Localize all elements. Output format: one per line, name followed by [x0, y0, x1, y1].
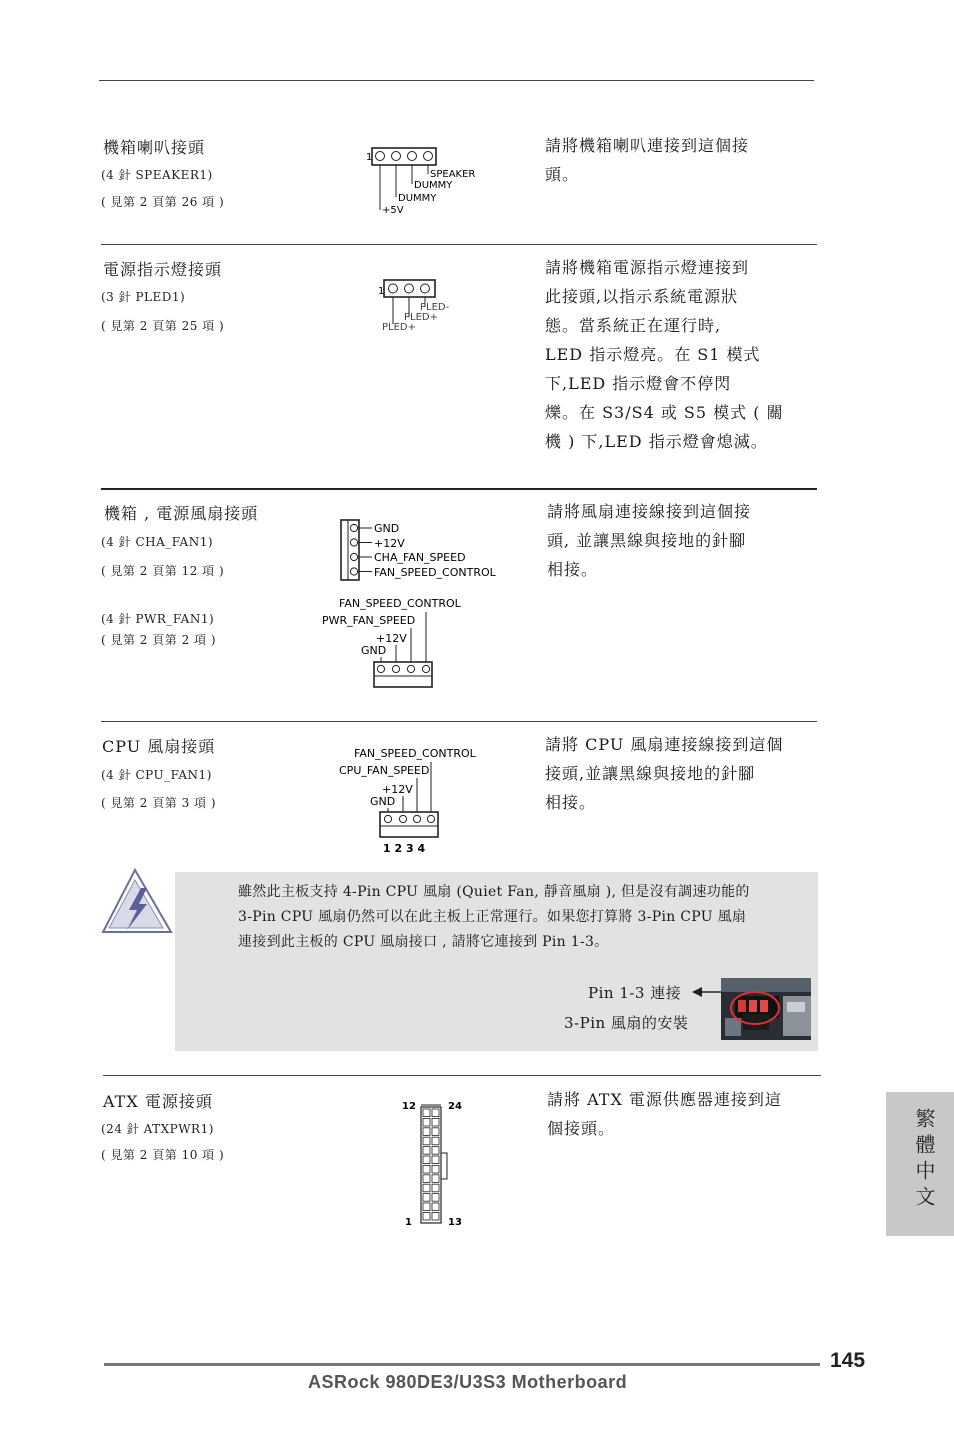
fan-connector-photo [721, 978, 811, 1040]
atx-title: ATX 電源接頭 [103, 1092, 213, 1111]
atx-desc [547, 1085, 782, 1143]
divider [101, 488, 817, 490]
power-led-page-ref: ( 見第 2 頁第 25 項 ) [101, 319, 225, 333]
speaker-desc-line: 頭。 [545, 165, 580, 184]
atx-desc-line: 請將 ATX 電源供應器連接到這 [547, 1090, 782, 1109]
top-rule [99, 80, 814, 81]
speaker-pin1-label: 1 [366, 152, 373, 163]
cpu-fan-label-control: FAN_SPEED_CONTROL [354, 747, 476, 760]
power-led-desc-line: 機 ) 下,LED 指示燈會熄滅。 [545, 432, 768, 451]
warning-triangle-icon [101, 866, 175, 938]
cpu-fan-title: CPU 風扇接頭 [102, 737, 216, 756]
pwr-fan-page-ref: ( 見第 2 頁第 2 項 ) [101, 633, 217, 647]
page-number: 145 [830, 1349, 866, 1372]
cha-fan-pins: (4 針 CHA_FAN1) [101, 535, 214, 549]
pwr-fan-pins: (4 針 PWR_FAN1) [101, 612, 215, 626]
power-led-pin1-label: 1 [378, 286, 385, 297]
pwr-fan-label-speed: PWR_FAN_SPEED [322, 614, 416, 627]
cpu-fan-label-12v: +12V [382, 783, 413, 796]
atx-label-24: 24 [448, 1101, 462, 1112]
divider [101, 721, 817, 722]
speaker-page-ref: ( 見第 2 頁第 26 項 ) [101, 195, 225, 209]
warning-line: 3-Pin CPU 風扇仍然可以在此主板上正常運行。如果您打算將 3-Pin CPU 風扇 [238, 909, 747, 925]
cha-fan-label-12v: +12V [374, 537, 405, 550]
pwr-fan-label-control: FAN_SPEED_CONTROL [339, 597, 461, 610]
footer-title: ASRock 980DE3/U3S3 Motherboard [308, 1372, 628, 1392]
speaker-desc [545, 131, 749, 189]
speaker-label-dummy1: DUMMY [414, 180, 453, 191]
speaker-pins: (4 針 SPEAKER1) [101, 168, 213, 182]
power-led-header-diagram [376, 278, 466, 334]
side-tab-label: 繁體中文 [912, 1108, 936, 1212]
power-led-desc-line: LED 指示燈亮。在 S1 模式 [545, 345, 761, 364]
power-led-desc-line: 態。當系統正在運行時, [545, 316, 722, 335]
cha-fan-label-control: FAN_SPEED_CONTROL [374, 566, 496, 579]
atx-label-13: 13 [448, 1217, 462, 1228]
cha-fan-label-gnd: GND [374, 522, 400, 535]
cpu-fan-pin-numbers: 1 2 3 4 [383, 842, 426, 855]
power-led-label-plus: PLED+ [404, 312, 438, 323]
pwr-fan-header-diagram [318, 596, 468, 690]
fan-desc [547, 497, 751, 584]
power-led-label-minus: PLED- [420, 302, 450, 313]
cpu-fan-label-speed: CPU_FAN_SPEED [339, 764, 430, 777]
power-led-pins: (3 針 PLED1) [101, 290, 186, 304]
speaker-header-diagram [364, 144, 484, 218]
atx-label-12: 12 [402, 1101, 416, 1112]
divider [103, 1075, 821, 1076]
atx-header-diagram [398, 1095, 468, 1231]
cpu-fan-header-diagram [336, 744, 476, 856]
footer-rule [104, 1363, 820, 1366]
power-led-desc-line: 下,LED 指示燈會不停閃 [545, 374, 732, 393]
cpu-fan-desc-line: 相接。 [545, 793, 597, 812]
speaker-desc-line: 請將機箱喇叭連接到這個接 [545, 136, 750, 155]
atx-desc-line: 個接頭。 [547, 1119, 616, 1138]
cpu-fan-desc [545, 730, 783, 817]
power-led-title: 電源指示燈接頭 [103, 260, 223, 279]
warning-text [238, 880, 818, 955]
warning-caption-2: 3-Pin 風扇的安裝 [564, 1014, 689, 1032]
pwr-fan-label-12v: +12V [376, 632, 407, 645]
warning-line: 連接到此主板的 CPU 風扇接口 , 請將它連接到 Pin 1-3。 [238, 934, 609, 950]
cpu-fan-pins: (4 針 CPU_FAN1) [101, 768, 212, 782]
cpu-fan-desc-line: 接頭,並讓黑線與接地的針腳 [545, 764, 756, 783]
cpu-fan-page-ref: ( 見第 2 頁第 3 項 ) [101, 796, 217, 810]
power-led-label-plus2: PLED+ [382, 322, 416, 333]
speaker-label-5v: +5V [382, 205, 404, 216]
power-led-desc-line: 此接頭,以指示系統電源狀 [545, 287, 739, 306]
cpu-fan-label-gnd: GND [370, 795, 396, 808]
speaker-title: 機箱喇叭接頭 [103, 138, 206, 157]
divider [101, 244, 817, 245]
fan-desc-line: 請將風扇連接線接到這個接 [547, 502, 752, 521]
pwr-fan-label-gnd: GND [361, 644, 387, 657]
fan-desc-line: 相接。 [547, 560, 599, 579]
cha-fan-label-speed: CHA_FAN_SPEED [374, 551, 466, 564]
atx-pins: (24 針 ATXPWR1) [101, 1122, 214, 1136]
arrow-left-icon [692, 985, 722, 999]
warning-caption-1: Pin 1-3 連接 [588, 984, 682, 1002]
cpu-fan-desc-line: 請將 CPU 風扇連接線接到這個 [545, 735, 784, 754]
fan-title: 機箱 , 電源風扇接頭 [104, 504, 259, 523]
power-led-desc-line: 請將機箱電源指示燈連接到 [545, 258, 750, 277]
speaker-label-speaker: SPEAKER [430, 169, 476, 180]
cha-fan-page-ref: ( 見第 2 頁第 12 項 ) [101, 564, 225, 578]
atx-label-1: 1 [405, 1217, 412, 1228]
power-led-desc-line: 爍。在 S3/S4 或 S5 模式 ( 關 [545, 403, 784, 422]
cha-fan-header-diagram [338, 518, 508, 584]
warning-line: 雖然此主板支持 4-Pin CPU 風扇 (Quiet Fan, 靜音風扇 ), 但是沒有調速功能的 [238, 884, 750, 900]
fan-desc-line: 頭, 並讓黑線與接地的針腳 [547, 531, 747, 550]
atx-page-ref: ( 見第 2 頁第 10 項 ) [101, 1148, 225, 1162]
power-led-desc [545, 253, 784, 456]
language-side-tab [886, 1092, 954, 1236]
speaker-label-dummy2: DUMMY [398, 193, 437, 204]
